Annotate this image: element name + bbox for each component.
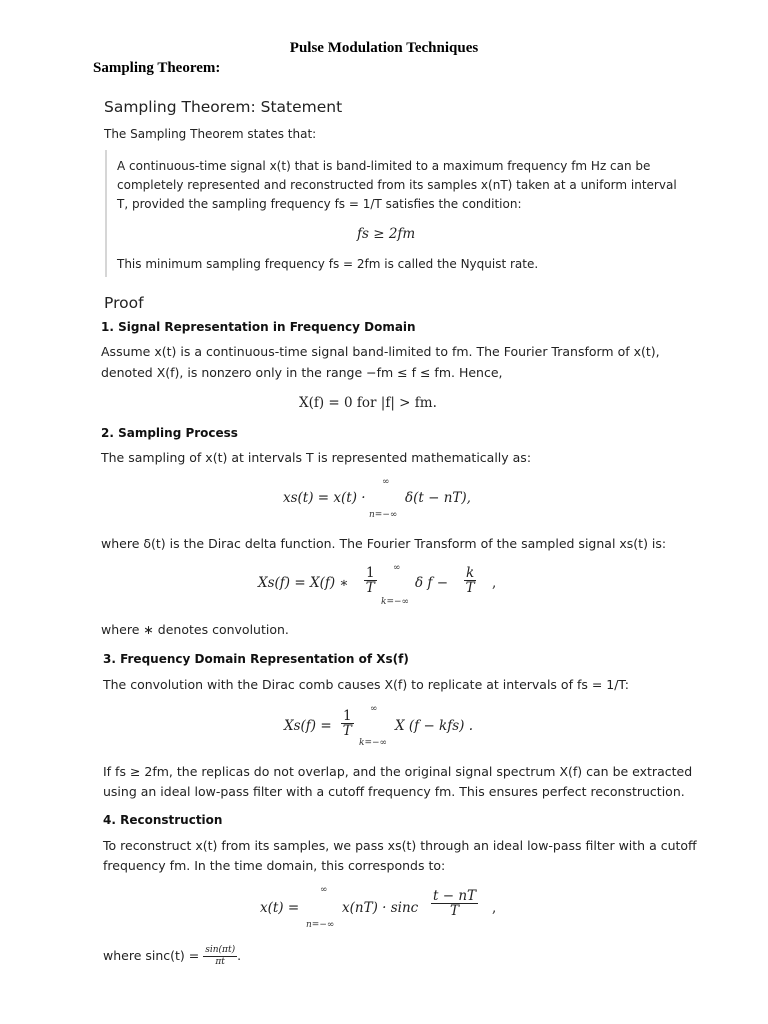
proof-heading: Proof: [104, 294, 144, 312]
reconstruction-eq-left: x(t) =: [260, 900, 300, 916]
ft-eq-fraction: [364, 566, 377, 595]
step-1-line-2: denoted X(f), is nonzero only in the range −fm ≤ f ≤ fm. Hence,: [101, 365, 503, 380]
step-3-line-3: using an ideal low-pass filter with a cutoff frequency fm. This ensures perfect reconstruction.: [103, 784, 685, 799]
step-1-equation: X(f) = 0 for |f| > fm.: [299, 395, 437, 411]
step-3-line-1: The convolution with the Dirac comb causes X(f) to replicate at intervals of fs = 1/T:: [103, 677, 629, 692]
ft-eq-k-den: T: [465, 580, 475, 596]
step-2-line-2: where δ(t) is the Dirac delta function. The Fourier Transform of the sampled signal xs(t) is:: [101, 536, 667, 551]
ft-eq-k-fraction: [464, 566, 476, 595]
sinc-definition-text: where sinc(t) =: [103, 948, 200, 963]
step-3-title: 3. Frequency Domain Representation of Xs(f): [103, 652, 409, 666]
quote-line-3: T, provided the sampling frequency fs = 1/T satisfies the condition:: [117, 197, 522, 211]
sampling-eq-right: δ(t − nT),: [405, 490, 471, 506]
reconstruction-eq-comma: ,: [492, 900, 497, 916]
reconstruction-eq-mid: x(nT) · sinc: [342, 900, 419, 916]
replica-eq-left: Xs(f) =: [284, 718, 332, 734]
step-3-line-2: If fs ≥ 2fm, the replicas do not overlap, and the original signal spectrum X(f) can be extracted: [103, 764, 693, 779]
step-4-line-1: To reconstruct x(t) from its samples, we pass xs(t) through an ideal low-pass filter with a cutoff: [103, 838, 697, 853]
ft-eq-left: Xs(f) = X(f) ∗: [258, 575, 349, 591]
sum3-lower-limit: k=−∞: [359, 738, 388, 748]
nyquist-rate-note: This minimum sampling frequency fs = 2fm is called the Nyquist rate.: [117, 257, 539, 271]
step-1-title: 1. Signal Representation in Frequency Domain: [101, 320, 416, 334]
ft-eq-num: 1: [366, 565, 375, 581]
step-2-line-3: where ∗ denotes convolution.: [101, 622, 289, 637]
sum4-upper-limit: ∞: [320, 885, 328, 895]
ft-eq-delta: δ f −: [415, 575, 449, 591]
sum2-upper-limit: ∞: [393, 563, 401, 573]
sum4-lower-limit: n=−∞: [306, 920, 335, 930]
quote-line-2: completely represented and reconstructed from its samples x(nT) taken at a uniform interval: [117, 178, 677, 192]
reconstruction-eq-den: T: [450, 903, 460, 919]
reconstruction-eq-num: t − nT: [433, 888, 477, 904]
sum3-upper-limit: ∞: [370, 704, 378, 714]
sinc-den: πt: [215, 957, 225, 967]
sinc-num: sin(πt): [205, 945, 236, 955]
quote-line-1: A continuous-time signal x(t) that is band-limited to a maximum frequency fm Hz can be: [117, 159, 651, 173]
sinc-end: .: [237, 948, 242, 963]
section-title: Sampling Theorem:: [93, 60, 221, 76]
sum-lower-limit: n=−∞: [369, 510, 398, 520]
step-2-title: 2. Sampling Process: [101, 426, 238, 440]
ft-eq-den: T: [365, 580, 375, 596]
sampling-eq-left: xs(t) = x(t) ·: [283, 490, 366, 506]
ft-eq-k-num: k: [466, 565, 475, 581]
sinc-definition: [103, 945, 241, 968]
reconstruction-eq-fraction: [431, 889, 478, 918]
sum2-lower-limit: k=−∞: [381, 597, 410, 607]
document-title: Pulse Modulation Techniques: [289, 40, 479, 56]
step-2-line-1: The sampling of x(t) at intervals T is represented mathematically as:: [101, 450, 532, 465]
blockquote-bar: [105, 150, 107, 277]
step-1-line-1: Assume x(t) is a continuous-time signal band-limited to fm. The Fourier Transform of x(t),: [101, 344, 660, 359]
nyquist-condition: fs ≥ 2fm: [357, 226, 416, 242]
ft-eq-comma: ,: [492, 575, 497, 591]
replica-eq-den: T: [342, 723, 352, 739]
sum-upper-limit: ∞: [382, 477, 390, 487]
replica-eq-right: X (f − kfs) .: [395, 718, 474, 734]
step-4-title: 4. Reconstruction: [103, 813, 223, 827]
statement-heading: Sampling Theorem: Statement: [104, 98, 343, 116]
replica-eq-fraction: [341, 709, 354, 738]
replica-eq-num: 1: [343, 708, 352, 724]
step-4-line-2: frequency fm. In the time domain, this corresponds to:: [103, 858, 446, 873]
statement-intro: The Sampling Theorem states that:: [104, 127, 317, 141]
